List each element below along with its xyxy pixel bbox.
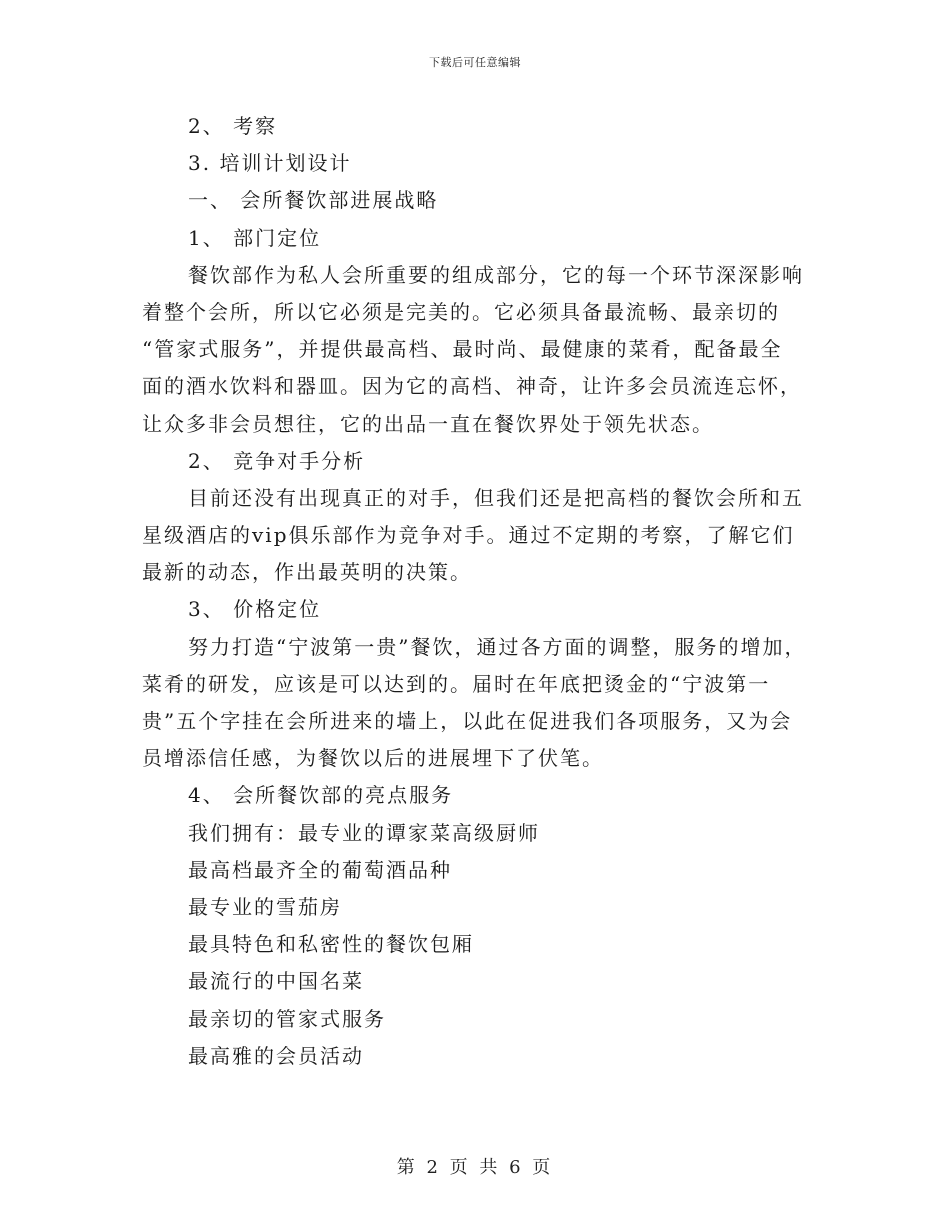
document-body bbox=[142, 108, 812, 1075]
text-line: 最新的动态，作出最英明的决策。 bbox=[142, 560, 472, 585]
text-line: 面的酒水饮料和器皿。因为它的高档、神奇，让许多会员流连忘怀， bbox=[142, 374, 802, 399]
text-line: 星级酒店的vip俱乐部作为竞争对手。通过不定期的考察，了解它们 bbox=[142, 523, 795, 548]
text-line: “管家式服务”，并提供最高档、最时尚、最健康的菜肴，配备最全 bbox=[142, 337, 783, 362]
text-line: 一、 会所餐饮部进展战略 bbox=[188, 188, 439, 213]
text-line: 员增添信任感，为餐饮以后的进展埋下了伏笔。 bbox=[142, 746, 604, 771]
text-line: 最高档最齐全的葡萄酒品种 bbox=[188, 857, 452, 882]
text-line: 1、 部门定位 bbox=[188, 225, 322, 250]
text-line: 目前还没有出现真正的对手，但我们还是把高档的餐饮会所和五 bbox=[188, 485, 804, 510]
text-line: 最亲切的管家式服务 bbox=[188, 1006, 386, 1031]
page-number: 第 2 页 共 6 页 bbox=[396, 1157, 554, 1178]
page-header-note: 下载后可任意编辑 bbox=[429, 56, 521, 69]
text-line: 2、 考察 bbox=[188, 114, 278, 138]
text-line: 最专业的雪茄房 bbox=[188, 894, 342, 919]
text-line: 最流行的中国名菜 bbox=[188, 969, 364, 994]
text-line: 着整个会所，所以它必须是完美的。它必须具备最流畅、最亲切的 bbox=[142, 299, 780, 324]
text-line: 我们拥有：最专业的谭家菜高级厨师 bbox=[188, 820, 540, 845]
text-line: 让众多非会员想往，它的出品一直在餐饮界处于领先状态。 bbox=[142, 411, 714, 436]
text-line: 最高雅的会员活动 bbox=[188, 1043, 364, 1068]
text-line: 努力打造“宁波第一贵”餐饮，通过各方面的调整，服务的增加， bbox=[188, 634, 807, 659]
text-line: 贵”五个字挂在会所进来的墙上，以此在促进我们各项服务，又为会 bbox=[142, 709, 793, 733]
text-line: 3、 价格定位 bbox=[188, 597, 322, 622]
text-line: 4、 会所餐饮部的亮点服务 bbox=[188, 783, 454, 808]
text-line: 菜肴的研发，应该是可以达到的。届时在年底把烫金的“宁波第一 bbox=[142, 671, 771, 696]
text-line: 餐饮部作为私人会所重要的组成部分，它的每一个环节深深影响 bbox=[188, 262, 804, 287]
text-line: 2、 竞争对手分析 bbox=[188, 448, 366, 473]
text-line: 最具特色和私密性的餐饮包厢 bbox=[188, 932, 474, 957]
text-line: 3. 培训计划设计 bbox=[188, 151, 352, 176]
